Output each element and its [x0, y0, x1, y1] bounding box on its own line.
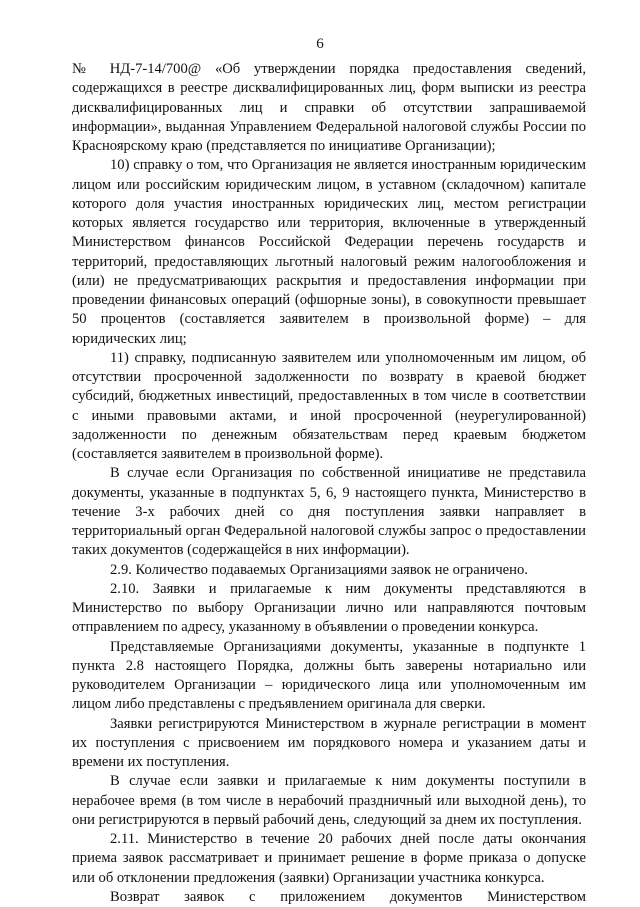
paragraph-0: № НД-7-14/700@ «Об утверждении порядка предоставления сведений, содержащихся в реестре дисквалифицированных лиц, форм выписки из реестра дисквалифицированных лиц и справки об отсутствии запрашиваемой информации», выданная Управлением Федеральной налоговой службы России по Красноярскому краю (представляется по инициативе Организации); — [72, 61, 586, 154]
paragraph-7: Заявки регистрируются Министерством в журнале регистрации в момент их поступления с присвоением им порядкового номера и указанием даты и времени их поступления. — [72, 715, 586, 770]
paragraph-9: 2.11. Министерство в течение 20 рабочих дней после даты окончания приема заявок рассматривает и принимает решение в форме приказа о допуске или об отклонении предложения (заявки) Организации участника конкурса. — [72, 831, 586, 886]
paragraph-4: 2.9. Количество подаваемых Организациями заявок не ограничено. — [110, 561, 528, 578]
paragraph-3: В случае если Организация по собственной инициативе не представила документы, указанные в подпунктах 5, 6, 9 настоящего пункта, Министерство в течение 3-х рабочих дней со дня поступления заявки направляет в территориальный орган Федеральной налоговой службы запрос о предоставлении таких документов (содержащейся в них информации). — [72, 465, 586, 559]
paragraph-1: 10) справку о том, что Организация не является иностранным юридическим лицом или российским юридическим лицом, в уставном (складочном) капитале которого доля участия иностранных юридических лиц, местом регистрации которых является государство или территория, включенные в утвержденный Министерством финансов Российской Федерации перечень государств и территорий, предоставляющих льготный налоговый режим налогообложения и (или) не предусматривающих раскрытия и предоставления информации при проведении финансовых операций (офшорные зоны), в совокупности превышает 50 процентов (составляется заявителем в произвольной форме) – для юридических лиц; — [72, 157, 586, 347]
page-number: 6 — [316, 36, 324, 52]
paragraph-2: 11) справку, подписанную заявителем или уполномоченным им лицом, об отсутствии просроченной задолженности по возврату в краевой бюджет субсидий, бюджетных инвестиций, предоставленных в том числе в соответствии с иными правовыми актами, и иной просроченной (неурегулированной) задолженности по денежным обязательствам перед краевым бюджетом (составляется заявителем в произвольной форме). — [72, 349, 586, 462]
paragraph-6: Представляемые Организациями документы, указанные в подпункте 1 пункта 2.8 настоящего Порядка, должны быть заверены нотариально или руководителем Организации – юридического лица или уполномоченным им лицом либо представлены с предъявлением оригинала для сверки. — [72, 638, 586, 713]
paragraph-10: Возврат заявок с приложением документов Министерством — [110, 888, 586, 905]
document-body — [72, 60, 586, 907]
paragraph-5: 2.10. Заявки и прилагаемые к ним документы представляются в Министерство по выбору Организации лично или направляются почтовым отправлением по адресу, указанному в объявлении о проведении конкурса. — [72, 580, 586, 636]
paragraph-8: В случае если заявки и прилагаемые к ним документы поступили в нерабочее время (в том числе в нерабочий праздничный или выходной день), то они регистрируются в первый рабочий день, следующий за днем их поступления. — [72, 773, 586, 828]
